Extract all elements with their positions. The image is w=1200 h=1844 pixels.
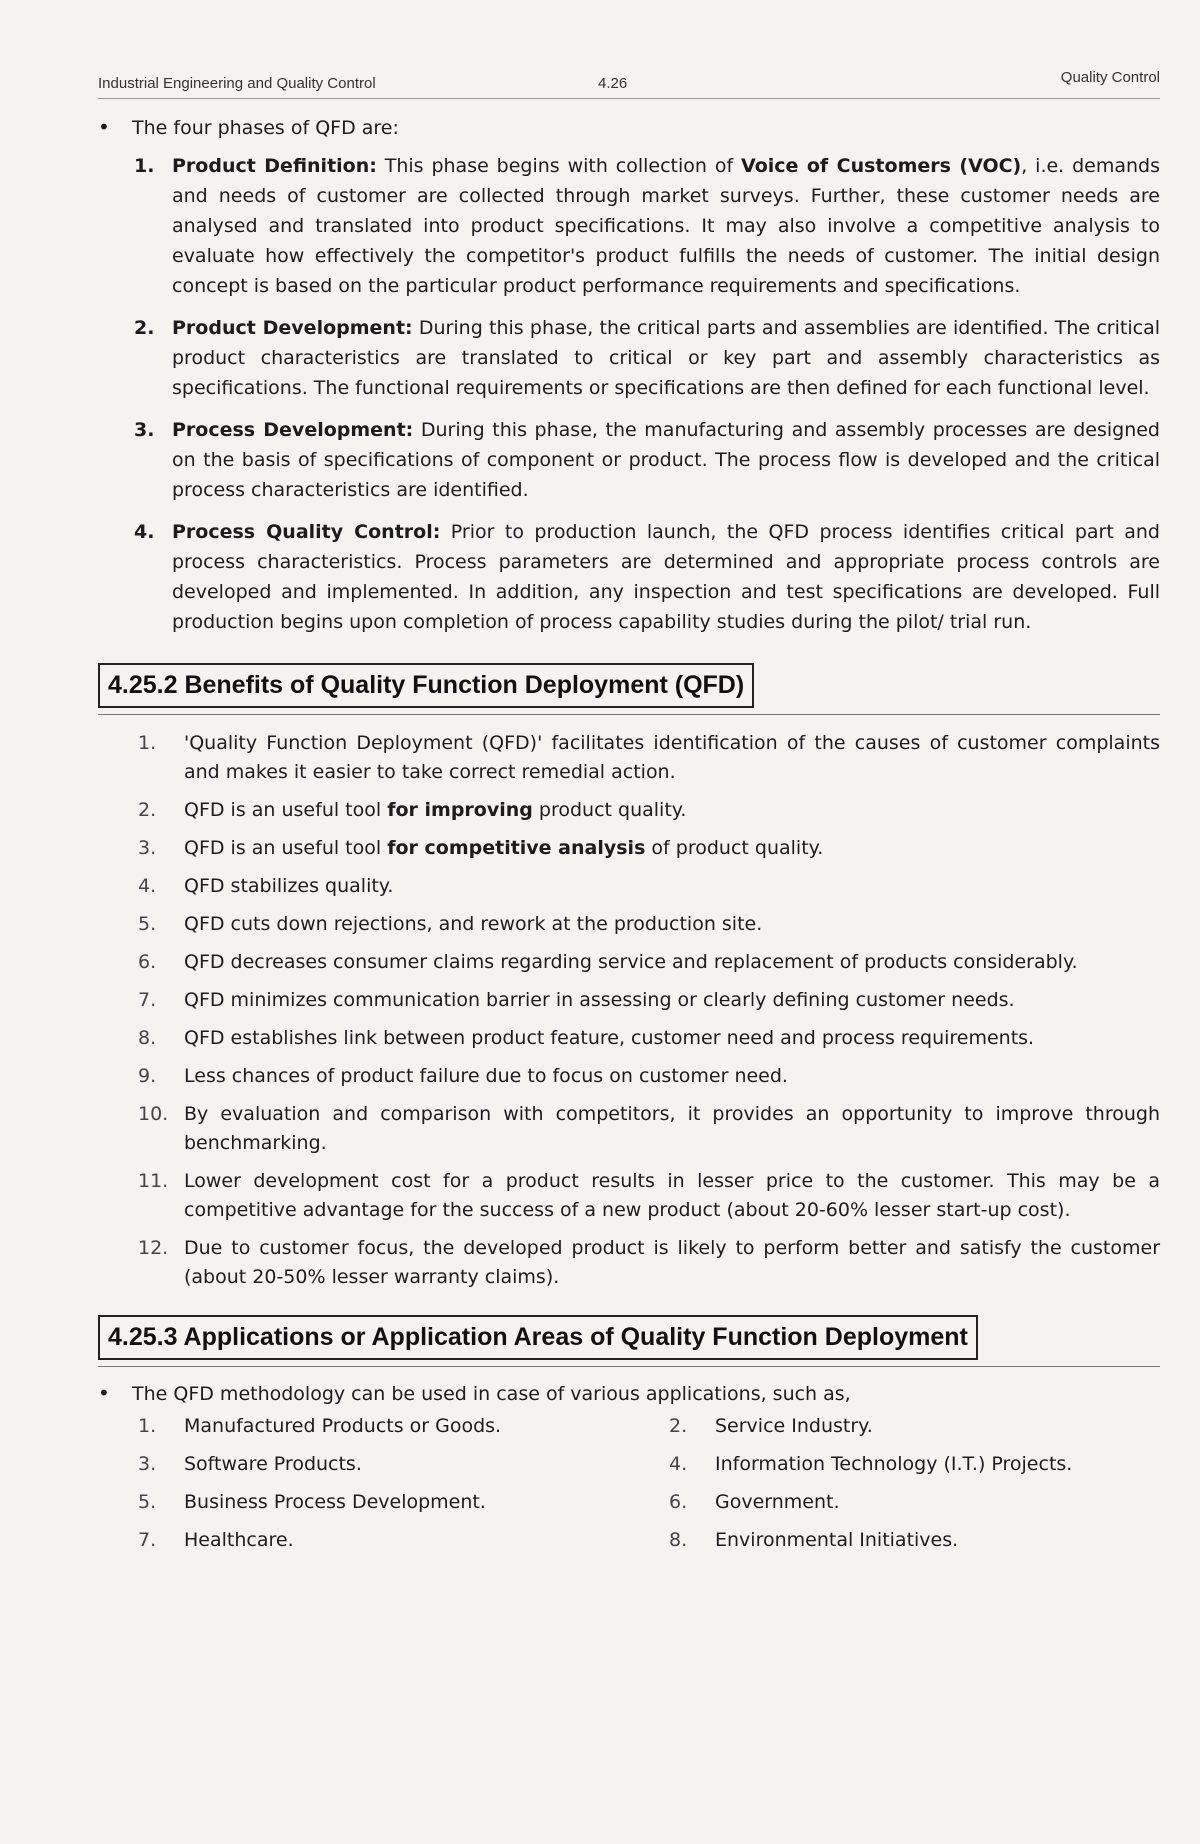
bullet-icon: •: [98, 1381, 110, 1405]
benefit-item: [138, 1024, 1160, 1053]
benefit-text: of product quality.: [645, 837, 824, 859]
benefit-body: [184, 872, 1160, 901]
application-text: Government.: [715, 1491, 840, 1513]
running-header: [98, 52, 1160, 99]
benefit-body: [184, 1167, 1160, 1225]
benefit-number: 3.: [138, 837, 157, 859]
bullet-icon: •: [98, 115, 110, 139]
benefit-text: By evaluation and comparison with competitors, it provides an opportunity to improve through benchmarking.: [184, 1103, 1160, 1154]
benefit-body: [184, 834, 1160, 863]
phase-item: [134, 313, 1160, 403]
application-number: 1.: [138, 1415, 157, 1437]
phase-title: Process Quality Control:: [172, 521, 441, 543]
application-number: 8.: [669, 1529, 688, 1551]
benefit-item: [138, 948, 1160, 977]
phase-text: This phase begins with collection of: [376, 155, 742, 177]
application-item: [669, 1413, 1160, 1439]
application-text: Healthcare.: [184, 1529, 294, 1551]
benefit-number: 9.: [138, 1065, 157, 1087]
benefit-text: QFD establishes link between product feature, customer need and process requirements.: [184, 1027, 1035, 1049]
benefit-text-bold: for improving: [387, 799, 533, 821]
benefit-number: 11.: [138, 1170, 169, 1192]
benefit-body: [184, 1024, 1160, 1053]
phase-item: [134, 517, 1160, 637]
benefit-item: [138, 729, 1160, 787]
benefit-body: [184, 796, 1160, 825]
benefit-text: QFD is an useful tool: [184, 799, 388, 821]
application-text: Manufactured Products or Goods.: [184, 1415, 502, 1437]
section-heading-benefits: 4.25.2 Benefits of Quality Function Deployment (QFD): [98, 663, 754, 708]
phase-body: [172, 151, 1160, 301]
benefit-item: [138, 834, 1160, 863]
application-text: Business Process Development.: [184, 1491, 486, 1513]
benefit-text: 'Quality Function Deployment (QFD)' facilitates identification of the causes of customer complaints and makes it easier to take correct remedial action.: [184, 732, 1160, 783]
phases-intro: [98, 115, 1160, 139]
phase-text-bold: Voice of Customers (VOC): [741, 155, 1022, 177]
benefit-number: 2.: [138, 799, 157, 821]
phases-list: [98, 151, 1160, 637]
phase-text: Prior to production launch, the QFD process identifies critical part and process characteristics. Process parameters are determined and appropriate process controls are developed and implemented. In addition, any inspection and test specifications are developed. Full production begins upon completion of process capability studies during the pilot/ trial run.: [172, 521, 1160, 633]
application-text: Software Products.: [184, 1453, 362, 1475]
application-item: [138, 1527, 629, 1553]
phase-body: [172, 517, 1160, 637]
application-item: [669, 1527, 1160, 1553]
benefit-text-bold: for competitive analysis: [387, 837, 646, 859]
benefit-item: [138, 1234, 1160, 1292]
applications-list: [98, 1413, 1160, 1553]
divider: [98, 1366, 1160, 1367]
application-text: Information Technology (I.T.) Projects.: [715, 1453, 1073, 1475]
benefit-number: 6.: [138, 951, 157, 973]
header-page-number: 4.26: [598, 75, 628, 92]
phase-text: , i.e. demands and needs of customer are collected through market surveys. Further, these customer needs are analysed and translated into product specifications. It may also involve a competitive analysis to evaluate how effectively the competitor's product fulfills the needs of customer. The initial design concept is based on the particular product performance requirements and specifications.: [172, 155, 1160, 297]
phase-item: [134, 151, 1160, 301]
phase-body: [172, 313, 1160, 403]
phase-number: 4.: [134, 521, 155, 543]
benefit-number: 10.: [138, 1103, 169, 1125]
phase-number: 2.: [134, 317, 155, 339]
benefit-number: 5.: [138, 913, 157, 935]
benefit-body: [184, 1100, 1160, 1158]
benefit-body: [184, 729, 1160, 787]
application-item: [669, 1489, 1160, 1515]
phases-intro-text: The four phases of QFD are:: [132, 117, 399, 139]
benefit-body: [184, 948, 1160, 977]
benefits-list: [98, 729, 1160, 1292]
benefit-number: 8.: [138, 1027, 157, 1049]
benefit-text: QFD minimizes communication barrier in assessing or clearly defining customer needs.: [184, 989, 1015, 1011]
benefit-text: QFD cuts down rejections, and rework at the production site.: [184, 913, 763, 935]
benefit-number: 1.: [138, 732, 157, 754]
section-heading-applications: 4.25.3 Applications or Application Areas of Quality Function Deployment: [98, 1315, 978, 1360]
benefit-body: [184, 1062, 1160, 1091]
benefit-text: QFD decreases consumer claims regarding service and replacement of products considerably.: [184, 951, 1078, 973]
benefit-text: Less chances of product failure due to focus on customer need.: [184, 1065, 788, 1087]
benefit-number: 4.: [138, 875, 157, 897]
application-item: [669, 1451, 1160, 1477]
application-text: Environmental Initiatives.: [715, 1529, 959, 1551]
benefit-item: [138, 1062, 1160, 1091]
benefit-number: 7.: [138, 989, 157, 1011]
phase-number: 1.: [134, 155, 155, 177]
benefit-text: QFD is an useful tool: [184, 837, 388, 859]
benefit-text: product quality.: [532, 799, 687, 821]
phase-text: During this phase, the manufacturing and assembly processes are designed on the basis of specifications of component or product. The process flow is developed and the critical process characteristics are identified.: [172, 419, 1160, 501]
phase-number: 3.: [134, 419, 155, 441]
header-book-title: Industrial Engineering and Quality Control: [98, 75, 376, 92]
phase-title: Process Development:: [172, 419, 414, 441]
benefit-text: Lower development cost for a product results in lesser price to the customer. This may be a competitive advantage for the success of a new product (about 20-60% lesser start-up cost).: [184, 1170, 1160, 1221]
benefit-text: QFD stabilizes quality.: [184, 875, 394, 897]
benefit-body: [184, 1234, 1160, 1292]
benefit-number: 12.: [138, 1237, 169, 1259]
benefit-item: [138, 872, 1160, 901]
applications-intro-text: The QFD methodology can be used in case of various applications, such as,: [132, 1383, 851, 1405]
phase-title: Product Development:: [172, 317, 413, 339]
application-number: 6.: [669, 1491, 688, 1513]
benefit-item: [138, 1100, 1160, 1158]
applications-intro: [98, 1381, 1160, 1405]
application-text: Service Industry.: [715, 1415, 873, 1437]
benefit-item: [138, 1167, 1160, 1225]
phase-item: [134, 415, 1160, 505]
application-number: 7.: [138, 1529, 157, 1551]
benefit-body: [184, 986, 1160, 1015]
phase-body: [172, 415, 1160, 505]
phase-title: Product Definition:: [172, 155, 377, 177]
phase-text: During this phase, the critical parts and assemblies are identified. The critical product characteristics are translated to critical or key part and assembly characteristics as specifications. The functional requirements or specifications are then defined for each functional level.: [172, 317, 1160, 399]
application-item: [138, 1451, 629, 1477]
header-chapter-title: Quality Control: [1060, 69, 1160, 86]
benefit-item: [138, 986, 1160, 1015]
benefit-item: [138, 910, 1160, 939]
application-number: 4.: [669, 1453, 688, 1475]
application-item: [138, 1489, 629, 1515]
application-number: 2.: [669, 1415, 688, 1437]
divider: [98, 714, 1160, 715]
application-number: 5.: [138, 1491, 157, 1513]
application-number: 3.: [138, 1453, 157, 1475]
benefit-text: Due to customer focus, the developed product is likely to perform better and satisfy the customer (about 20-50% lesser warranty claims).: [184, 1237, 1160, 1288]
benefit-item: [138, 796, 1160, 825]
application-item: [138, 1413, 629, 1439]
benefit-body: [184, 910, 1160, 939]
